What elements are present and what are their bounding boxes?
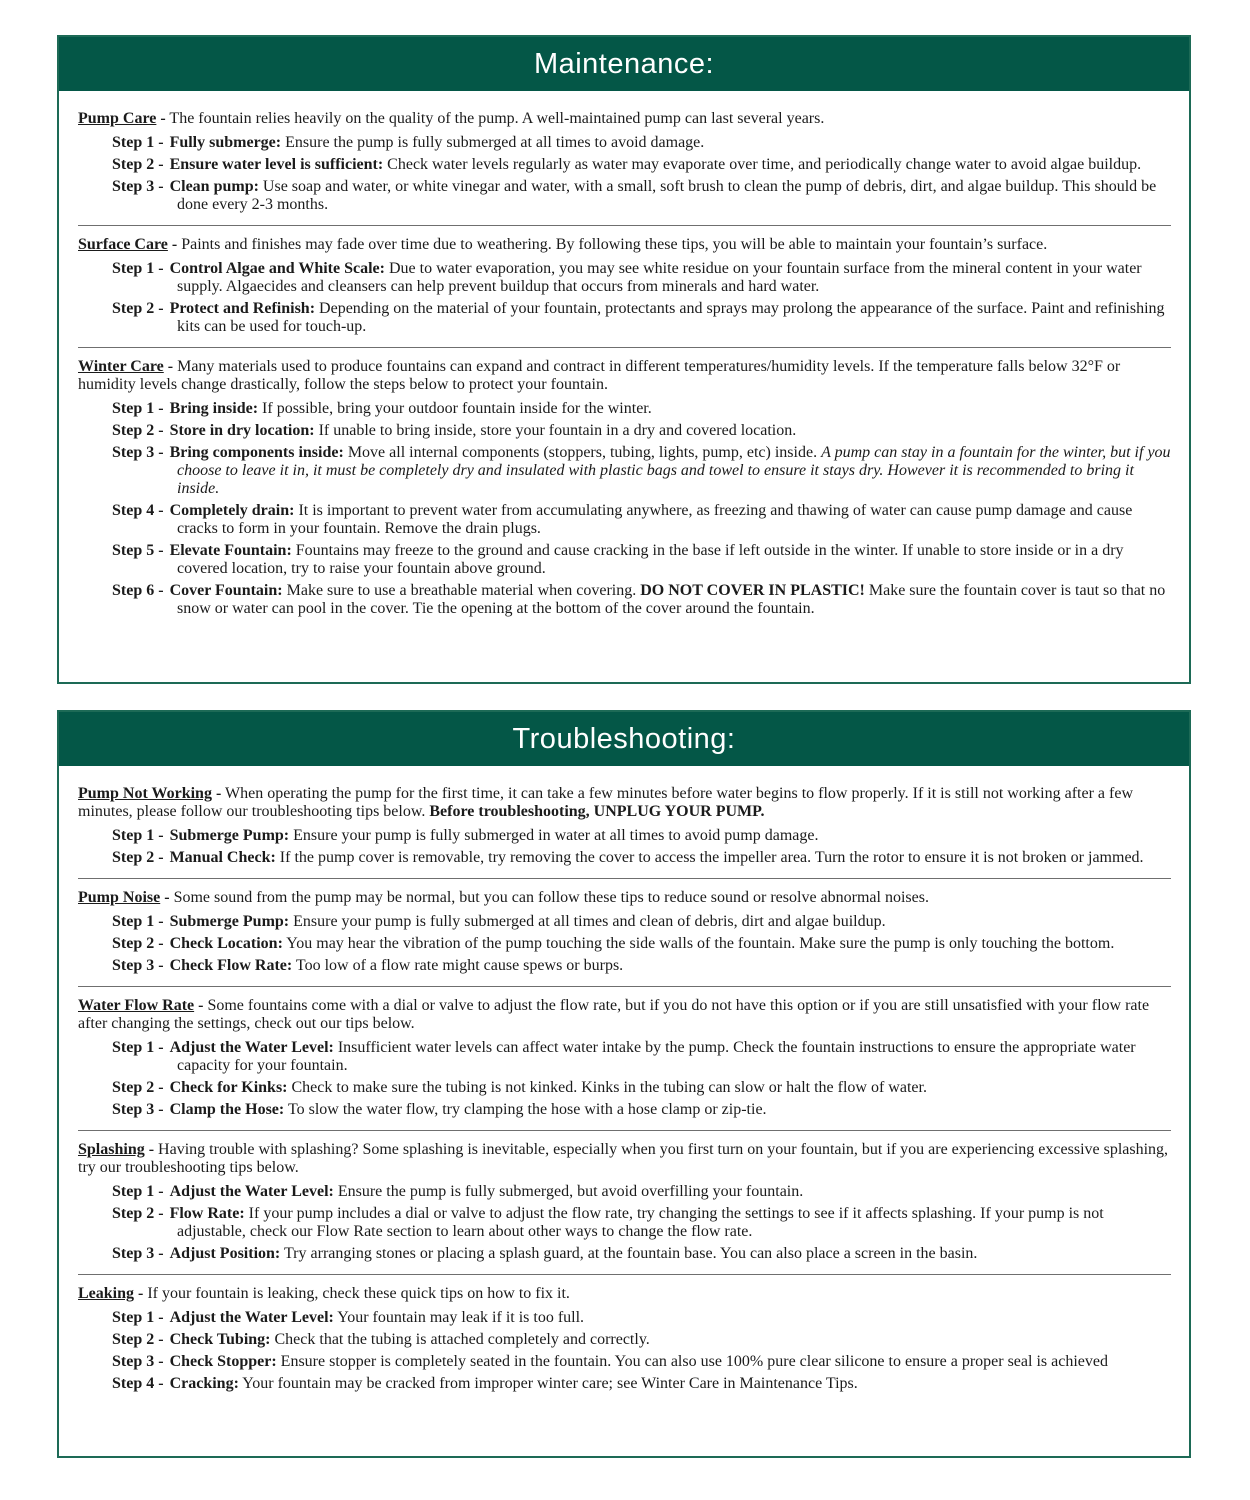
step-text: Your fountain may be cracked from improper winter care; see Winter Care in Maintenance Tips.	[242, 1375, 858, 1392]
step-label: Step 3	[112, 1353, 155, 1370]
topic-name: Surface Care	[78, 236, 168, 253]
topic-steps	[78, 1039, 1171, 1119]
step-title: Completely drain:	[169, 502, 295, 519]
topic-intro-paragraph	[78, 236, 1171, 254]
topic-intro-paragraph	[78, 1285, 1171, 1303]
step-dash: -	[158, 1101, 164, 1118]
step-row	[112, 1375, 1171, 1393]
step-label: Step 6	[112, 582, 155, 599]
topic-intro-text: Having trouble with splashing? Some splashing is inevitable, especially when you first turn on your fountain, but if you are experiencing excessive splashing, try our troubleshooting tips below.	[78, 1141, 1169, 1176]
step-row	[112, 1039, 1171, 1075]
step-label: Step 3	[112, 1245, 155, 1262]
step-title: Control Algae and White Scale:	[169, 260, 385, 277]
step-title: Protect and Refinish:	[169, 300, 316, 317]
step-label: Step 4	[112, 1375, 155, 1392]
maintenance-content	[59, 91, 1189, 643]
step-row	[112, 542, 1171, 578]
topic-intro-text: Some fountains come with a dial or valve to adjust the flow rate, but if you do not have this option or if you are still unsatisfied with your flow rate after changing the settings, check out our tips below.	[78, 997, 1150, 1032]
step-dash: -	[158, 134, 164, 151]
step-label: Step 2	[112, 849, 155, 866]
step-row	[112, 849, 1171, 867]
step-text: Ensure your pump is fully submerged at all times and clean of debris, dirt and algae buildup.	[293, 913, 886, 930]
step-dash: -	[158, 913, 164, 930]
step-label: Step 3	[112, 957, 155, 974]
topic-steps	[78, 1309, 1171, 1393]
step-row	[112, 156, 1171, 174]
step-label: Step 1	[112, 827, 155, 844]
topic-intro-text: If your fountain is leaking, check these quick tips on how to fix it.	[147, 1285, 570, 1302]
topic	[78, 100, 1171, 225]
step-text: If your pump includes a dial or valve to adjust the flow rate, try changing the settings to see if it affects splashing. If your pump is not adjustable, check our Flow Rate section to learn about other ways to change the flow rate.	[177, 1205, 1104, 1240]
topic-intro-text: The fountain relies heavily on the quality of the pump. A well-maintained pump can last several years.	[169, 110, 825, 127]
topic	[78, 878, 1171, 986]
topic-intro-text: Many materials used to produce fountains can expand and contract in different temperatures/humidity levels. If the temperature falls below 32°F or humidity levels change drastically, follow the steps below to protect your fountain.	[78, 358, 1121, 393]
topic	[78, 225, 1171, 347]
step-dash: -	[158, 849, 164, 866]
step-label: Step 2	[112, 1079, 155, 1096]
step-label: Step 1	[112, 1039, 155, 1056]
step-row	[112, 134, 1171, 152]
step-label: Step 3	[112, 178, 155, 195]
topic	[78, 775, 1171, 878]
step-text: Move all internal components (stoppers, tubing, lights, pump, etc) inside.	[347, 444, 818, 461]
topic-name: Pump Not Working	[78, 785, 212, 802]
step-bold-warning: DO NOT COVER IN PLASTIC!	[640, 582, 865, 599]
step-label: Step 1	[112, 260, 155, 277]
step-title: Submerge Pump:	[169, 827, 290, 844]
step-title: Fully submerge:	[169, 134, 282, 151]
step-text: Ensure the pump is fully submerged, but avoid overfilling your fountain.	[337, 1183, 804, 1200]
step-label: Step 1	[112, 1309, 155, 1326]
step-row	[112, 1331, 1171, 1349]
step-label: Step 3	[112, 1101, 155, 1118]
step-title: Cracking:	[169, 1375, 239, 1392]
step-title: Check Location:	[169, 935, 283, 952]
topic-name: Leaking	[78, 1285, 135, 1302]
topic-dash: -	[215, 785, 222, 802]
step-text: Check that the tubing is attached completely and correctly.	[274, 1331, 650, 1348]
step-dash: -	[158, 156, 164, 173]
step-row	[112, 827, 1171, 845]
step-text: Fountains may freeze to the ground and cause cracking in the base if left outside in the winter. If unable to store inside or in a dry covered location, try to raise your fountain above ground.	[177, 542, 1124, 577]
maintenance-title: Maintenance:	[533, 47, 715, 80]
topic	[78, 1274, 1171, 1404]
topic-dash: -	[138, 1285, 144, 1302]
step-row	[112, 1101, 1171, 1119]
step-text-tail: Make sure the fountain cover is taut so that no snow or water can pool in the cover. Tie the opening at the bottom of the cover around the fountain.	[177, 582, 1166, 617]
step-title: Manual Check:	[169, 849, 276, 866]
step-text: Ensure stopper is completely seated in the fountain. You can also use 100% pure clear silicone to ensure a proper seal is achieved	[280, 1353, 1108, 1370]
step-title: Bring components inside:	[169, 444, 344, 461]
step-dash: -	[158, 1079, 164, 1096]
topic-intro-paragraph	[78, 997, 1171, 1033]
step-label: Step 5	[112, 542, 155, 559]
step-dash: -	[158, 422, 164, 439]
step-text: Make sure to use a breathable material when covering.	[286, 582, 637, 599]
step-dash: -	[158, 1245, 164, 1262]
step-label: Step 1	[112, 913, 155, 930]
step-label: Step 2	[112, 300, 155, 317]
step-title: Elevate Fountain:	[169, 542, 292, 559]
topic-dash: -	[167, 358, 174, 375]
step-row	[112, 400, 1171, 418]
step-dash: -	[158, 582, 164, 599]
step-dash: -	[158, 1183, 164, 1200]
step-title: Adjust the Water Level:	[169, 1039, 334, 1056]
step-dash: -	[158, 935, 164, 952]
step-text: Your fountain may leak if it is too full.	[337, 1309, 585, 1326]
topic	[78, 347, 1171, 629]
step-label: Step 3	[112, 444, 155, 461]
topic-steps	[78, 1183, 1171, 1263]
topic-name: Pump Care	[78, 110, 157, 127]
step-dash: -	[158, 260, 164, 277]
step-italic-note: A pump can stay in a fountain for the winter, but if you choose to leave it in, it must be completely dry and insulated with plastic bags and towel to ensure it stays dry. However it is recommended to bring it inside.	[177, 444, 1171, 497]
topic-name: Splashing	[78, 1141, 145, 1158]
step-label: Step 1	[112, 1183, 155, 1200]
step-dash: -	[158, 178, 164, 195]
topic-name: Pump Noise	[78, 889, 161, 906]
step-label: Step 4	[112, 502, 155, 519]
step-row	[112, 444, 1171, 498]
step-text: Depending on the material of your fountain, protectants and sprays may prolong the appearance of the surface. Paint and refinishing kits can be used for touch-up.	[177, 300, 1165, 335]
step-title: Clean pump:	[169, 178, 259, 195]
step-text: To slow the water flow, try clamping the hose with a hose clamp or zip-tie.	[287, 1101, 767, 1118]
step-title: Store in dry location:	[169, 422, 315, 439]
step-title: Check Stopper:	[169, 1353, 277, 1370]
step-dash: -	[158, 827, 164, 844]
maintenance-header-bar	[59, 37, 1189, 91]
step-title: Clamp the Hose:	[169, 1101, 285, 1118]
step-title: Cover Fountain:	[169, 582, 283, 599]
step-text: It is important to prevent water from accumulating anywhere, as freezing and thawing of water can cause pump damage and cause cracks to form in your fountain. Remove the drain plugs.	[177, 502, 1133, 537]
step-text: Ensure your pump is fully submerged in water at all times to avoid pump damage.	[293, 827, 819, 844]
topic-intro-paragraph	[78, 358, 1171, 394]
step-text: Use soap and water, or white vinegar and water, with a small, soft brush to clean the pump of debris, dirt, and algae buildup. This should be done every 2-3 months.	[177, 178, 1157, 213]
topic-steps	[78, 260, 1171, 336]
step-title: Adjust Position:	[169, 1245, 281, 1262]
step-text: Ensure the pump is fully submerged at all times to avoid damage.	[285, 134, 705, 151]
topic-dash: -	[160, 110, 166, 127]
step-label: Step 2	[112, 935, 155, 952]
maintenance-section	[57, 35, 1191, 684]
step-row	[112, 1205, 1171, 1241]
step-row	[112, 1309, 1171, 1327]
topic-intro-paragraph	[78, 1141, 1171, 1177]
topic-dash: -	[164, 889, 170, 906]
step-dash: -	[158, 1205, 164, 1222]
topic-name: Water Flow Rate	[78, 997, 195, 1014]
step-title: Flow Rate:	[169, 1205, 245, 1222]
topic-dash: -	[171, 236, 178, 253]
topic-steps	[78, 827, 1171, 867]
topic-steps	[78, 400, 1171, 618]
step-title: Adjust the Water Level:	[169, 1183, 334, 1200]
step-dash: -	[158, 957, 164, 974]
step-text: Too low of a flow rate might cause spews or burps.	[295, 957, 624, 974]
step-title: Ensure water level is sufficient:	[169, 156, 384, 173]
step-dash: -	[158, 1309, 164, 1326]
step-label: Step 1	[112, 134, 155, 151]
step-title: Submerge Pump:	[169, 913, 290, 930]
troubleshooting-content	[59, 766, 1189, 1418]
step-row	[112, 178, 1171, 214]
step-title: Check Flow Rate:	[169, 957, 293, 974]
step-label: Step 2	[112, 1331, 155, 1348]
step-dash: -	[158, 1331, 164, 1348]
step-dash: -	[158, 1375, 164, 1392]
topic-intro-text: Paints and finishes may fade over time due to weathering. By following these tips, you will be able to maintain your fountain’s surface.	[181, 236, 1048, 253]
step-dash: -	[158, 542, 164, 559]
step-text: Check water levels regularly as water may evaporate over time, and periodically change water to avoid algae buildup.	[387, 156, 1142, 173]
topic-intro-text: When operating the pump for the first time, it can take a few minutes before water begins to flow properly. If it is still not working after a few minutes, please follow our troubleshooting tips below.	[78, 785, 1134, 820]
step-row	[112, 913, 1171, 931]
topic-dash: -	[198, 997, 204, 1014]
step-title: Check for Kinks:	[169, 1079, 288, 1096]
topic-dash: -	[148, 1141, 155, 1158]
step-row	[112, 1183, 1171, 1201]
step-title: Adjust the Water Level:	[169, 1309, 334, 1326]
step-label: Step 2	[112, 156, 155, 173]
topic-intro-text: Some sound from the pump may be normal, but you can follow these tips to reduce sound or resolve abnormal noises.	[173, 889, 929, 906]
topic-name: Winter Care	[78, 358, 164, 375]
step-dash: -	[158, 1039, 164, 1056]
step-row	[112, 957, 1171, 975]
step-title: Bring inside:	[169, 400, 259, 417]
step-label: Step 1	[112, 400, 155, 417]
troubleshooting-section	[57, 710, 1191, 1458]
step-dash: -	[158, 502, 164, 519]
topic-intro-bold-text: Before troubleshooting, UNPLUG YOUR PUMP.	[429, 803, 765, 820]
step-row	[112, 1079, 1171, 1097]
step-text: Try arranging stones or placing a splash guard, at the fountain base. You can also place a screen in the basin.	[283, 1245, 978, 1262]
step-label: Step 2	[112, 1205, 155, 1222]
step-text: If unable to bring inside, store your fountain in a dry and covered location.	[318, 422, 797, 439]
step-text: If the pump cover is removable, try removing the cover to access the impeller area. Turn the rotor to ensure it is not broken or jammed.	[279, 849, 1144, 866]
step-row	[112, 582, 1171, 618]
topic-intro-paragraph	[78, 785, 1171, 821]
step-text: You may hear the vibration of the pump touching the side walls of the fountain. Make sure the pump is only touching the bottom.	[286, 935, 1115, 952]
step-row	[112, 300, 1171, 336]
troubleshooting-header-bar	[59, 712, 1189, 766]
step-text: Insufficient water levels can affect water intake by the pump. Check the fountain instructions to ensure the appropriate water capacity for your fountain.	[177, 1039, 1136, 1074]
topic	[78, 986, 1171, 1130]
step-row	[112, 935, 1171, 953]
step-label: Step 2	[112, 422, 155, 439]
topic-steps	[78, 134, 1171, 214]
step-text: If possible, bring your outdoor fountain inside for the winter.	[262, 400, 652, 417]
step-row	[112, 260, 1171, 296]
step-row	[112, 1353, 1171, 1371]
step-dash: -	[158, 1353, 164, 1370]
troubleshooting-title: Troubleshooting:	[512, 722, 736, 755]
step-text: Due to water evaporation, you may see white residue on your fountain surface from the mineral content in your water supply. Algaecides and cleansers can help prevent buildup that occurs from minerals and hard water.	[177, 260, 1142, 295]
step-title: Check Tubing:	[169, 1331, 271, 1348]
step-dash: -	[158, 300, 164, 317]
step-dash: -	[158, 444, 164, 461]
topic	[78, 1130, 1171, 1274]
step-text: Check to make sure the tubing is not kinked. Kinks in the tubing can slow or halt the flow of water.	[291, 1079, 927, 1096]
step-row	[112, 502, 1171, 538]
step-row	[112, 1245, 1171, 1263]
step-row	[112, 422, 1171, 440]
topic-intro-paragraph	[78, 889, 1171, 907]
topic-steps	[78, 913, 1171, 975]
step-dash: -	[158, 400, 164, 417]
topic-intro-paragraph	[78, 110, 1171, 128]
